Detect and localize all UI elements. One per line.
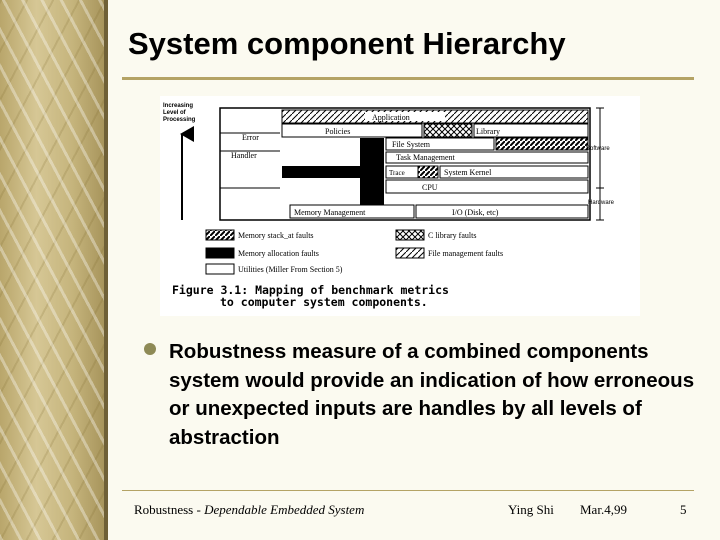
footer-course-prefix: Robustness - [134,502,205,517]
footer-course [134,502,364,518]
block-application-label: Application [372,113,410,122]
legend-stack-label: Memory stack_at faults [238,231,314,240]
block-cpu [386,180,588,193]
bullet-text: Robustness measure of a combined components system would provide an indication of how erroneous or unexpected inputs are handles by all levels of abstraction [169,340,695,449]
y-axis-label-2: Level of [163,110,186,116]
legend-utilities-label: Utilities (Miller From Section 5) [238,265,343,274]
y-axis-label-1: Increasing [163,103,194,109]
slide-title: System component Hierarchy [128,26,566,61]
hardware-label: Hardware [588,200,615,206]
figure-caption-line2: to computer system components. [220,295,428,309]
legend-file-label: File management faults [428,249,504,258]
block-cpu-label: CPU [422,183,438,192]
block-library-label: Library [476,127,500,136]
error-handler-label-2: Handler [231,151,257,160]
bullet-marker [144,343,156,355]
block-memory-management-label: Memory Management [294,208,366,217]
block-system-kernel-label: System Kernel [444,168,492,177]
error-handler-label-1: Error [242,133,259,142]
y-axis-label-3: Processing [163,117,196,123]
block-trace-black [282,166,360,178]
footer-divider [122,490,694,491]
block-file-system-label: File System [392,140,431,149]
block-policies [282,124,422,137]
legend-swatch-utilities [206,264,234,274]
legend-swatch-clib [396,230,424,240]
legend-swatch-alloc [206,248,234,258]
footer-page-number: 5 [680,502,687,517]
block-io [416,205,588,218]
block-task-management-label: Task Management [396,153,455,162]
block-io-label: I/O (Disk, etc) [452,208,499,217]
block-trace-label: Trace [389,169,405,177]
benchmark-mapping-figure [160,96,640,316]
side-panel-edge [104,0,108,540]
figure-caption-line1: Figure 3.1: Mapping of benchmark metrics [172,283,449,297]
legend-clib-label: C library faults [428,231,477,240]
software-label: Software [586,146,610,152]
marble-side-panel [0,0,104,540]
legend-swatch-stack [206,230,234,240]
footer-course-subtitle: Dependable Embedded System [204,502,365,517]
block-file-hatch [496,138,588,150]
block-policies-label: Policies [325,127,351,136]
block-cross-section [424,124,472,137]
title-divider [122,77,694,80]
block-trace-hatch [418,166,438,178]
legend-alloc-label: Memory allocation faults [238,249,319,258]
legend-swatch-file [396,248,424,258]
footer-date: Mar.4,99 [580,502,627,517]
footer-author: Ying Shi [508,502,554,517]
